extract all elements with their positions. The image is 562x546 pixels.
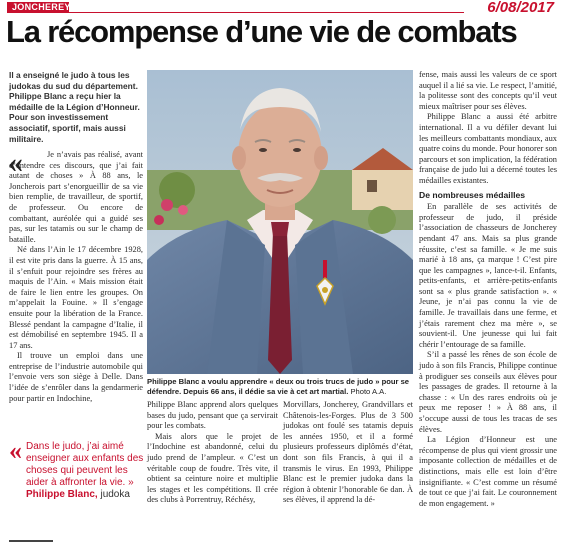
paragraph: Mais alors que le projet de l’Indochine est abandonné, celui du judo prend de l’ampleur. « C’est un véritable coup de foudre. Très vite, il obtient sa ceinture noire et multiplie les stages et les compétitions. Il crée des clubs à Porrentruy, Réchésy, bbox=[147, 431, 278, 505]
pull-quote-role: judoka bbox=[97, 489, 130, 500]
paragraph: Philippe Blanc a aussi été arbitre international. Il a vu défiler devant lui les meilleurs combattants mondiaux, aux quatre coins du monde. Pour honorer son parcours et son implication, la fédération française de judo lui a décerné toutes les médailles existantes. bbox=[419, 112, 557, 185]
opening-quote-mark: « bbox=[8, 146, 23, 179]
paragraph: S’il a passé les rênes de son école de judo à son fils Francis, Philippe continue à prodiguer ses conseils aux élèves pour les passages de grades. Il retourne à la chasse : « Un des rares endroits où je peux me reposer ! » À 88 ans, il s’occupe aussi de tous les tracas de ses élèves. bbox=[419, 350, 557, 434]
paragraph: La Légion d’Honneur est une récompense de plus qui vient grossir une imposante collection de médailles et de distinctions, mais elle est loin d’être insignifiante. « C’est comme un résumé de tout ce que j’ai fait. Le couronnement de mon engagement. » bbox=[419, 435, 557, 508]
paragraph: Philippe Blanc apprend alors quelques bases du judo, pensant que ça servirait pour les combats. bbox=[147, 400, 278, 431]
article-column-3 bbox=[283, 400, 413, 506]
article-headline: La récompense d’une vie de combats bbox=[6, 14, 517, 49]
caption-text: Philippe Blanc a voulu apprendre « deux ou trois trucs de judo » pour se défendre. Depuis 66 ans, il dédie sa vie à cet art martial. bbox=[147, 377, 410, 396]
photo-credit: Photo A.A. bbox=[348, 387, 387, 396]
article-column-1 bbox=[8, 146, 143, 404]
article-column-2 bbox=[147, 400, 278, 506]
footer-rule bbox=[9, 540, 53, 542]
pull-quote-mark: « bbox=[9, 436, 22, 465]
portrait-photo bbox=[147, 70, 413, 374]
pull-quote-author: Philippe Blanc, bbox=[26, 489, 98, 500]
paragraph: Je n’avais pas réalisé, avant d’entendre ces discours, que j’ai fait autant de choses » À 88 ans, le Joncherois part s’enorgueillir de sa vie bien remplie, de travailleur, de sportif, de professeur. Ou encore de combattant, auréolée qui a guidé ses pas, sur les tatamis ou sur le champ de bataille. bbox=[9, 150, 143, 244]
photo-caption bbox=[147, 377, 413, 397]
portrait-illustration bbox=[147, 70, 413, 374]
pull-quote-text: Dans le judo, j’ai aimé enseigner aux enfants des choses qui peuvent les aider à affronter la vie. » bbox=[26, 441, 144, 488]
section-kicker: JONCHEREY bbox=[7, 2, 69, 13]
publication-date: 6/08/2017 bbox=[487, 0, 554, 16]
section-subheading: De nombreuses médailles bbox=[419, 189, 526, 200]
paragraph: fense, mais aussi les valeurs de ce sport auquel il a lié sa vie. Le respect, l’amitié, la politesse sont des concepts qu’il veut mieux maîtriser pour ses élèves. bbox=[419, 70, 557, 111]
kicker-rule bbox=[69, 12, 464, 13]
paragraph: Il trouve un emploi dans une entreprise de l’industrie automobile qui l’envoie vers son siège à Delle. Dans l’idée de s’enrôler dans la gendarmerie pour partir en Indochine, bbox=[9, 351, 143, 403]
article-column-4 bbox=[419, 70, 557, 509]
paragraph: En parallèle de ses activités de professeur de judo, il préside l’association de chasseurs de Joncherey pendant 47 ans. Mais sa plus grande réussite, c’est sa famille. « Je me suis marié à 18 ans, ça marque ! C’est pire que les campagnes », lance-t-il. Enfants, petits-enfants, et arrière-petits-enfants sont sa « plus grande satisfaction ». « Jeune, je n’ai pas connu la vie de famille. Je travaillais dans une ferme, et j’étais rarement chez ma mère », se souvient-il. Une jeunesse qui lui fait chérir l’entourage de sa famille. bbox=[419, 202, 557, 349]
page-header bbox=[0, 0, 562, 14]
article-lead: Il a enseigné le judo à tous les judokas du sud du département. Philippe Blanc a reçu hier la médaille de la Légion d’Honneur. Pour son investissement associatif, sportif, mais aussi militaire. bbox=[9, 70, 140, 144]
paragraph: Né dans l’Ain le 17 décembre 1928, il est vite pris dans la guerre. À 15 ans, il s’enfuit pour rejoindre ses frères au maquis de l’Ain. « Mais mission était de faire le lien entre les groupes. On m’appelait la Fouine. » Il s’engage ensuite pour la libération de la France. Blessé pendant la campagne d’Italie, il est démobilisé en septembre 1945. Il a 17 ans. bbox=[9, 245, 143, 350]
paragraph: Morvillars, Joncherey, Grandvillars et Châtenois-les-Forges. Plus de 3 500 judokas ont foulé ses tatamis depuis les années 1950, et il a formé plusieurs professeurs diplômés d’état, dont son fils Francis, à qui il a transmis le virus. En 1993, Philippe Blanc est le premier judoka dans la région à obtenir l’honorable 6e dan. À ses élèves, il apprend la dé- bbox=[283, 400, 413, 505]
